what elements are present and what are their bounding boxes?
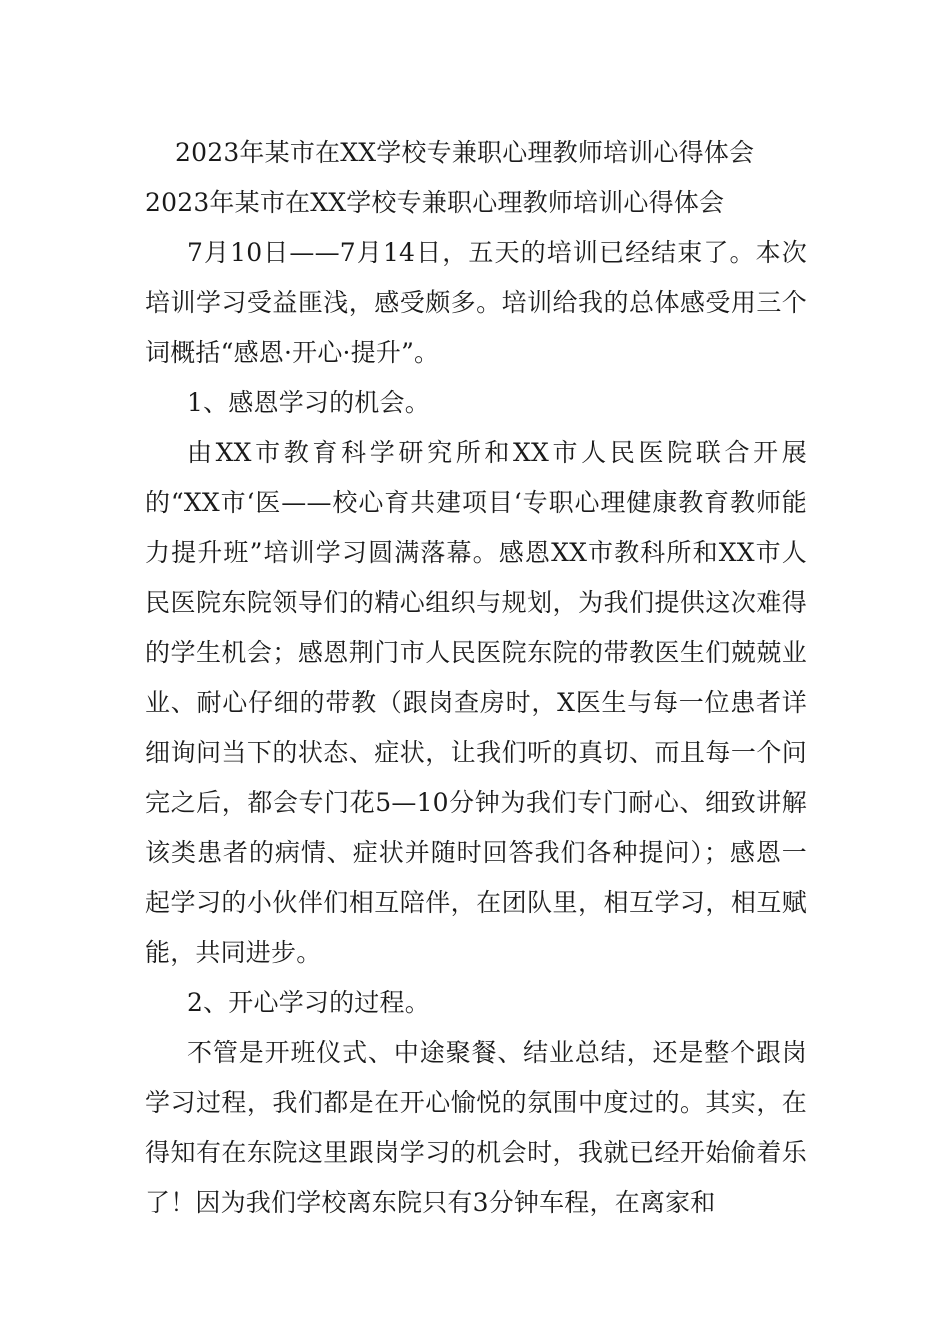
document-title-line-2: 2023年某市在XX学校专兼职心理教师培训心得体会 (145, 188, 725, 217)
document-body (145, 128, 807, 1228)
document-title-line-1: 2023年某市在XX学校专兼职心理教师培训心得体会 (175, 138, 755, 167)
paragraph-intro: 7月10日——7月14日，五天的培训已经结束了。本次培训学习受益匪浅，感受颇多。培训给我的总体感受用三个词概括“感恩·开心·提升”。 (145, 238, 807, 367)
paragraph-gratitude: 由XX市教育科学研究所和XX市人民医院联合开展的“XX市‘医——校心育共建项目‘专职心理健康教育教师能力提升班”培训学习圆满落幕。感恩XX市教科所和XX市人民医院东院领导们的精心组织与规划，为我们提供这次难得的学生机会；感恩荆门市人民医院东院的带教医生们兢兢业业、耐心仔细的带教（跟岗查房时，X医生与每一位患者详细询问当下的状态、症状，让我们听的真切、而且每一个问完之后，都会专门花5—10分钟为我们专门耐心、细致讲解该类患者的病情、症状并随时回答我们各种提问）；感恩一起学习的小伙伴们相互陪伴，在团队里，相互学习，相互赋能，共同进步。 (145, 438, 807, 967)
section-heading-2: 2、开心学习的过程。 (187, 988, 430, 1017)
paragraph-happy-learning: 不管是开班仪式、中途聚餐、结业总结，还是整个跟岗学习过程，我们都是在开心愉悦的氛围中度过的。其实，在得知有在东院这里跟岗学习的机会时，我就已经开始偷着乐了！因为我们学校离东院只有3分钟车程，在离家和 (145, 1038, 807, 1217)
section-heading-1: 1、感恩学习的机会。 (187, 388, 430, 417)
